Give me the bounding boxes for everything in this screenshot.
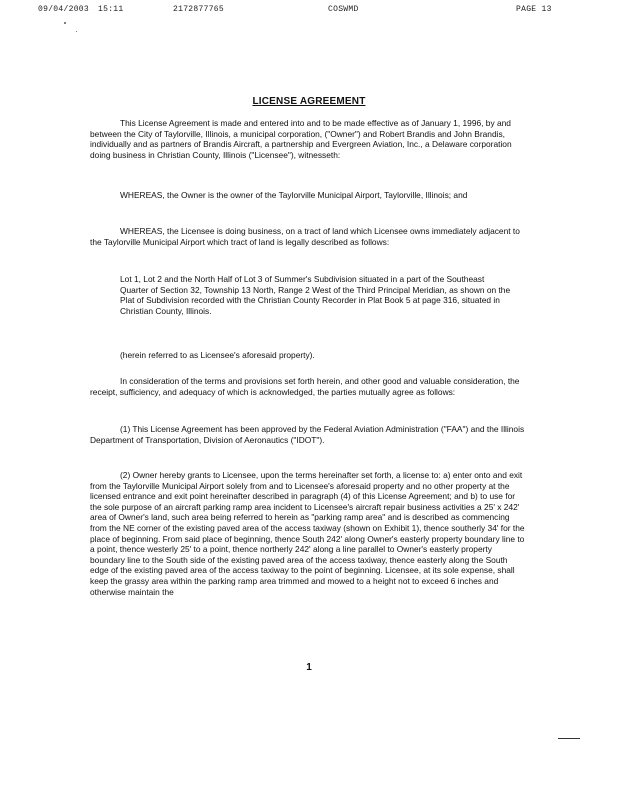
whereas-2-text: WHEREAS, the Licensee is doing business, on a tract of land which Licensee owns immediately adjacent to the Taylorville Municipal Airport which tract of land is legally described as follows: — [90, 226, 520, 247]
section-1-paragraph — [90, 424, 528, 445]
intro-paragraph — [90, 118, 528, 160]
whereas-paragraph-2 — [90, 226, 528, 247]
fax-time: 15:11 — [98, 5, 124, 14]
legal-description — [120, 274, 512, 316]
fax-date: 09/04/2003 — [38, 5, 90, 14]
section-2-text: (2) Owner hereby grants to Licensee, upon the terms hereinafter set forth, a license to: a) enter onto and exit from the Taylorville Municipal Airport solely from and to Licensee's aforesaid property and no other property at the licensed entrance and exit point hereinafter described in paragraph (4) of this License Agreement; and b) to use for the sole purpose of an aircraft parking ramp area incident to Licensee's aircraft repair business activities a 25' x 242' area of Owner's land, such area being referred to herein as "parking ramp area" and is described as commencing from the NE corner of the existing paved area of the access taxiway (shown on Exhibit 1), thence southerly 34' for the place of beginning. From said place of beginning, thence South 242' along Owner's easterly property boundary line to a point, thence westerly 25' to a point, thence northerly 242' along a line parallel to Owner's easterly property boundary line to the South side of the existing paved area of the access taxiway, thence easterly along the South edge of the existing paved area of the access taxiway to the point of beginning. Licensee, at its sole expense, shall keep the grassy area within the parking ramp area trimmed and mowed to a height not to exceed 6 inches and otherwise maintain the — [90, 470, 525, 597]
scan-mark — [558, 738, 580, 739]
consideration-text: In consideration of the terms and provisions set forth herein, and other good and valuable consideration, the receipt, sufficiency, and adequacy of which is acknowledged, the parties mutually agree as follows: — [90, 376, 520, 397]
herein-referred-text: (herein referred to as Licensee's aforesaid property). — [120, 350, 315, 360]
document-title: LICENSE AGREEMENT — [252, 96, 366, 107]
whereas-paragraph-1 — [90, 190, 528, 201]
scan-speck — [64, 22, 66, 24]
fax-header — [0, 5, 618, 21]
fax-page: PAGE 13 — [516, 5, 552, 14]
section-1-text: (1) This License Agreement has been approved by the Federal Aviation Administration ("FAA") and the Illinois Department of Transportation, Division of Aeronautics ("IDOT"). — [90, 424, 525, 445]
intro-text: This License Agreement is made and entered into and to be made effective as of January 1, 1996, by and between the City of Taylorville, Illinois, a municipal corporation, ("Owner") and Robert Brandis and John Brandis, individually and as partners of Brandis Aircraft, a partnership and Evergreen Aviation, Inc., a Delaware corporation doing business in Christian County, Illinois ("Licensee"), witnesseth: — [90, 118, 512, 160]
section-2-paragraph — [90, 470, 528, 597]
herein-referred-paragraph — [120, 350, 512, 361]
consideration-paragraph — [90, 376, 528, 397]
legal-description-text: Lot 1, Lot 2 and the North Half of Lot 3 of Summer's Subdivision situated in a part of the Southeast Quarter of Section 32, Township 13 North, Range 2 West of the Third Principal Meridian, as shown on the Plat of Subdivision recorded with the Christian County Recorder in Plat Book 5 at page 316, situated in Christian County, Illinois. — [120, 274, 511, 316]
page-number: 1 — [306, 662, 312, 673]
scan-speck — [76, 31, 77, 32]
fax-sender-id: COSWMD — [328, 5, 359, 14]
whereas-1-text: WHEREAS, the Owner is the owner of the Taylorville Municipal Airport, Taylorville, Illinois; and — [120, 190, 468, 200]
fax-phone: 2172877765 — [173, 5, 225, 14]
